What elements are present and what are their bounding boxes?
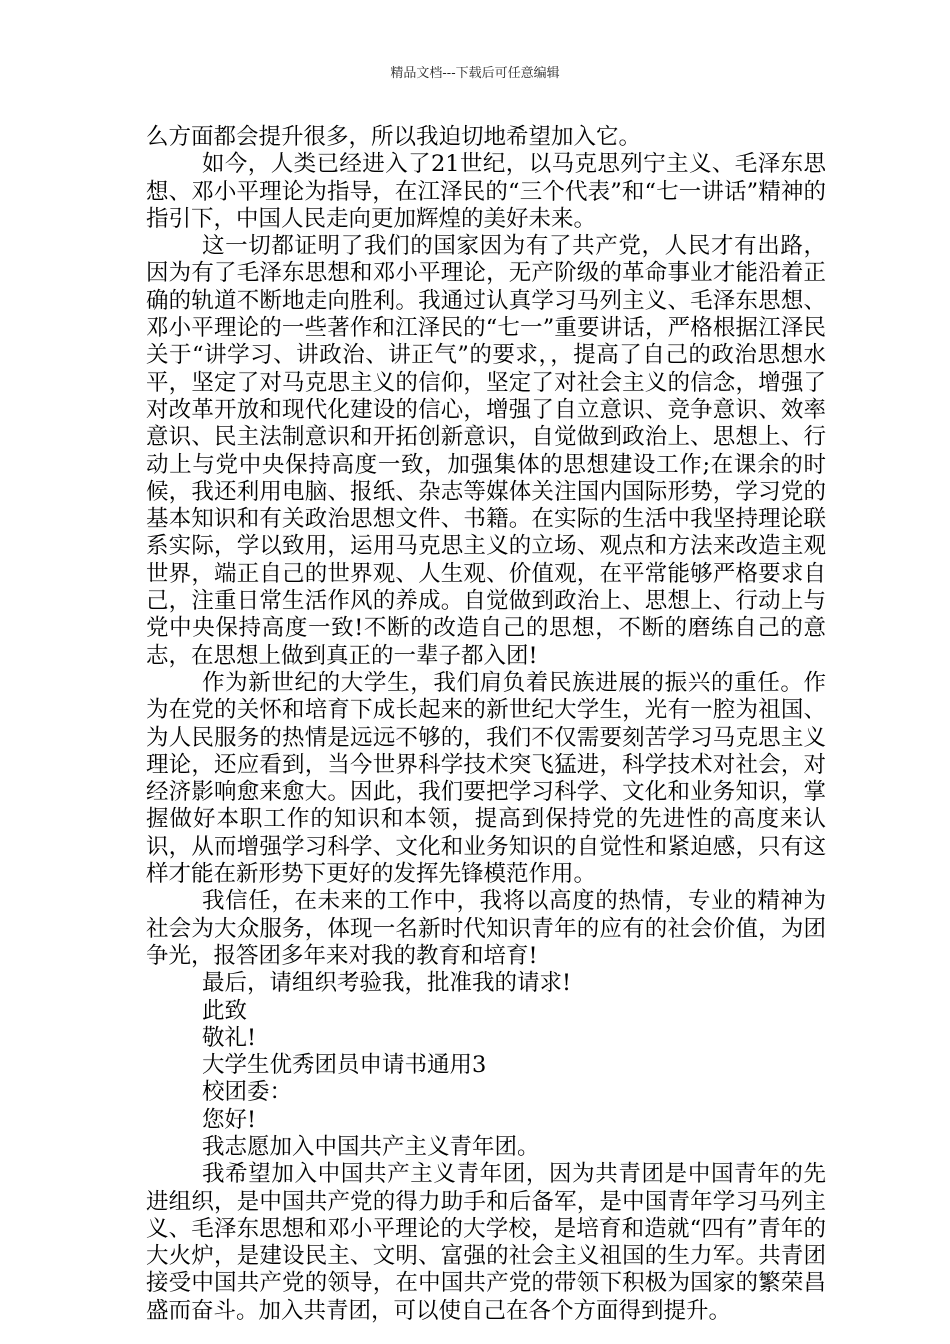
greeting: 您好!	[202, 1106, 257, 1133]
document-body	[146, 124, 826, 1325]
paragraph: 么方面都会提升很多，所以我迫切地希望加入它。	[146, 124, 642, 150]
page-header: 精品文档---下载后可任意编辑	[390, 66, 560, 81]
paragraph: 我希望加入中国共产主义青年团，因为共青团是中国青年的先进组织，是中国共产党的得力助手和后备军，是中国青年学习马列主义、毛泽东思想和邓小平理论的大学校，是培育和造就“四有”青年的大火炉，是建设民主、文明、富强的社会主义祖国的生力军。共青团接受中国共产党的领导，在中国共产党的带领下积极为国家的繁荣昌盛而奋斗。加入共青团，可以使自己在各个方面得到提升。	[146, 1161, 826, 1324]
closing-salutation: 敬礼!	[202, 1024, 257, 1051]
paragraph: 我志愿加入中国共产主义青年团。	[202, 1133, 540, 1160]
paragraph: 最后，请组织考验我，批准我的请求!	[202, 970, 572, 997]
closing-salutation: 此致	[202, 997, 248, 1024]
paragraph: 作为新世纪的大学生，我们肩负着民族进展的振兴的重任。作为在党的关怀和培育下成长起来的新世纪大学生，光有一腔为祖国、为人民服务的热情是远远不够的，我们不仅需要刻苦学习马克思主义理论，还应看到，当今世界科学技术突飞猛进，科学技术对社会，对经济影响愈来愈大。因此，我们要把学习科学、文化和业务知识，掌握做好本职工作的知识和本领，提高到保持党的先进性的高度来认识，从而增强学习科学、文化和业务知识的自觉性和紧迫感，只有这样才能在新形势下更好的发挥先锋模范作用。	[146, 669, 826, 888]
paragraph: 我信任，在未来的工作中，我将以高度的热情，专业的精神为社会为大众服务，体现一名新时代知识青年的应有的社会价值，为团争光，报答团多年来对我的教育和培育!	[146, 888, 826, 969]
paragraph: 这一切都证明了我们的国家因为有了共产党，人民才有出路，因为有了毛泽东思想和邓小平理论，无产阶级的革命事业才能沿着正确的轨道不断地走向胜利。我通过认真学习马列主义、毛泽东思想、邓小平理论的一些著作和江泽民的“七一”重要讲话，严格根据江泽民关于“讲学习、讲政治、讲正气”的要求，，提高了自己的政治思想水平，坚定了对马克思主义的信仰，坚定了对社会主义的信念，增强了对改革开放和现代化建设的信心，增强了自立意识、竞争意识、效率意识、民主法制意识和开拓创新意识，自觉做到政治上、思想上、行动上与党中央保持高度一致，加强集体的思想建设工作;在课余的时候，我还利用电脑、报纸、杂志等媒体关注国内国际形势，学习党的基本知识和有关政治思想文件、书籍。在实际的生活中我坚持理论联系实际，学以致用，运用马克思主义的立场、观点和方法来改造主观世界，端正自己的世界观、人生观、价值观，在平常能够严格要求自己，注重日常生活作风的养成。自觉做到政治上、思想上、行动上与党中央保持高度一致!不断的改造自己的思想，不断的磨练自己的意志，在思想上做到真正的一辈子都入团!	[146, 233, 826, 669]
addressee: 校团委：	[202, 1079, 293, 1106]
paragraph: 如今，人类已经进入了21世纪，以马克思列宁主义、毛泽东思想、邓小平理论为指导，在江泽民的“三个代表”和“七一讲话”精神的指引下，中国人民走向更加辉煌的美好未来。	[146, 151, 826, 232]
section-title: 大学生优秀团员申请书通用3	[202, 1052, 487, 1079]
